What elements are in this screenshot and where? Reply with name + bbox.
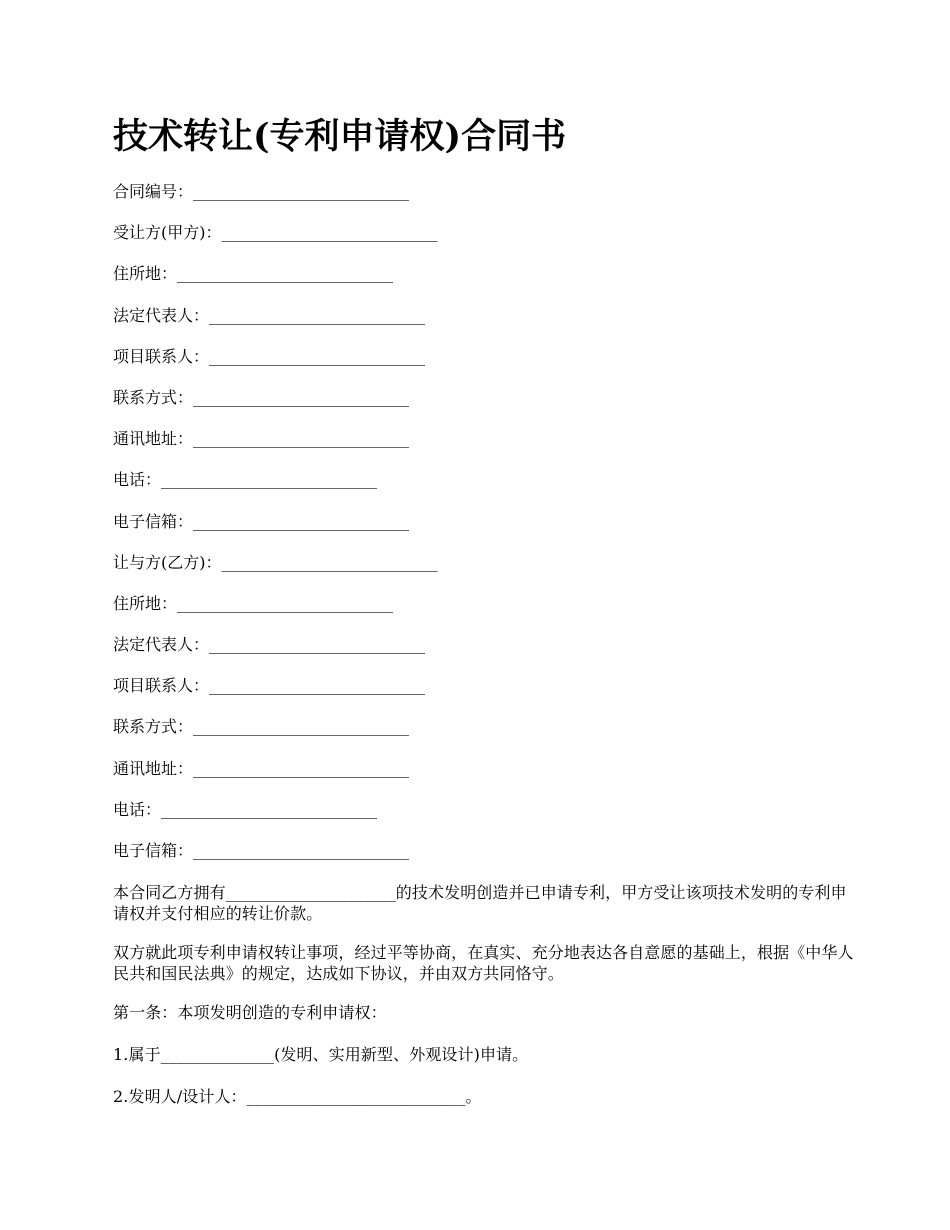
party-b-contact-method-field: 联系方式：___________________________ — [113, 717, 410, 737]
article-1-item-1: 1.属于______________(发明、实用新型、外观设计)申请。 — [113, 1045, 529, 1065]
party-a-contact-method-field: 联系方式：___________________________ — [113, 387, 410, 407]
party-a-mailing-address-field: 通讯地址：___________________________ — [113, 429, 410, 449]
party-a-project-contact-field: 项目联系人：___________________________ — [113, 346, 426, 366]
party-a-address-field: 住所地：___________________________ — [113, 264, 394, 284]
party-a-name-field: 受让方(甲方)：___________________________ — [113, 223, 438, 243]
party-a-phone-field: 电话：___________________________ — [113, 470, 378, 490]
article-1-item-2: 2.发明人/设计人：___________________________。 — [113, 1087, 482, 1107]
party-info-fields — [113, 182, 858, 861]
contract-title: 技术转让(专利申请权)合同书 — [113, 116, 567, 157]
party-b-name-field: 让与方(乙方)：___________________________ — [113, 552, 438, 572]
party-b-phone-field: 电话：___________________________ — [113, 799, 378, 819]
agreement-paragraph: 双方就此项专利申请权转让事项，经过平等协商，在真实、充分地表达各自意愿的基础上，根据《中华人民共和国民法典》的规定，达成如下协议，并由双方共同恪守。 — [113, 943, 854, 984]
contract-number-field: 合同编号：___________________________ — [113, 182, 410, 201]
party-b-mailing-address-field: 通讯地址：___________________________ — [113, 758, 410, 778]
party-b-project-contact-field: 项目联系人：___________________________ — [113, 676, 426, 696]
article-1-heading: 第一条：本项发明创造的专利申请权： — [113, 1003, 387, 1023]
party-b-address-field: 住所地：___________________________ — [113, 593, 394, 613]
party-a-legal-rep-field: 法定代表人：___________________________ — [113, 305, 426, 325]
contract-page — [113, 112, 858, 1128]
party-a-email-field: 电子信箱：___________________________ — [113, 511, 410, 531]
party-b-email-field: 电子信箱：___________________________ — [113, 841, 410, 860]
intro-paragraph: 本合同乙方拥有_____________________的技术发明创造并已申请专利，甲方受让该项技术发明的专利申请权并支付相应的转让价款。 — [113, 883, 847, 924]
party-b-legal-rep-field: 法定代表人：___________________________ — [113, 635, 426, 655]
